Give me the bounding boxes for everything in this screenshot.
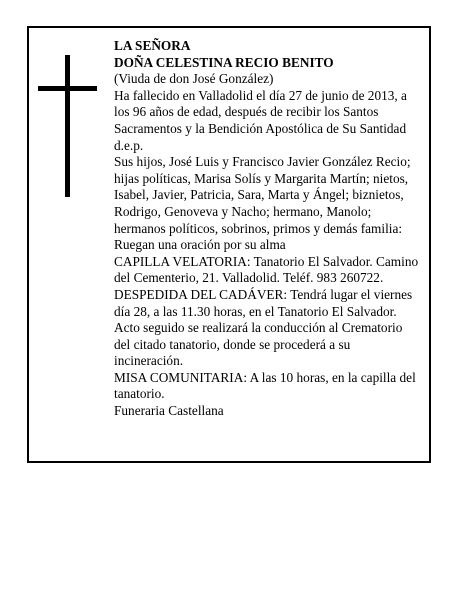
funeral-home: Funeraria Castellana	[114, 403, 224, 419]
mass-info: MISA COMUNITARIA: A las 10 horas, en la capilla del tanatorio.	[114, 369, 416, 402]
prayer-request: Ruegan una oración por su alma	[114, 237, 286, 253]
rip-text: d.e.p.	[114, 137, 144, 153]
widow-of-line: (Viuda de don José González)	[114, 71, 274, 87]
notice-title: LA SEÑORA	[114, 38, 191, 53]
deceased-name: DOÑA CELESTINA RECIO BENITO	[114, 54, 334, 70]
cross-icon	[38, 55, 97, 197]
chapel-info: CAPILLA VELATORIA: Tanatorio El Salvador. Camino del Cementerio, 21. Valladolid. Teléf. 983 260722.	[114, 253, 419, 286]
obituary-text	[114, 38, 420, 420]
death-announcement: Ha fallecido en Valladolid el día 27 de junio de 2013, a los 96 años de edad, después de recibir los Santos Sacramentos y la Bendición Apostólica de Su Santidad	[114, 87, 407, 136]
family-list: Sus hijos, José Luis y Francisco Javier González Recio; hijas políticas, Marisa Solís y Margarita Martín; nietos, Isabel, Javier, Patricia, Sara, Marta y Ángel; biznietos, Rodrigo, Genoveva y Nacho; hermano, Manolo; hermanos políticos, sobrinos, primos y demás familia:	[114, 154, 411, 236]
farewell-info: DESPEDIDA DEL CADÁVER: Tendrá lugar el viernes día 28, a las 11.30 horas, en el Tanatorio El Salvador. Acto seguido se realizará la conducción al Crematorio del citado tanatorio, donde se procederá a su incineración.	[114, 286, 413, 369]
